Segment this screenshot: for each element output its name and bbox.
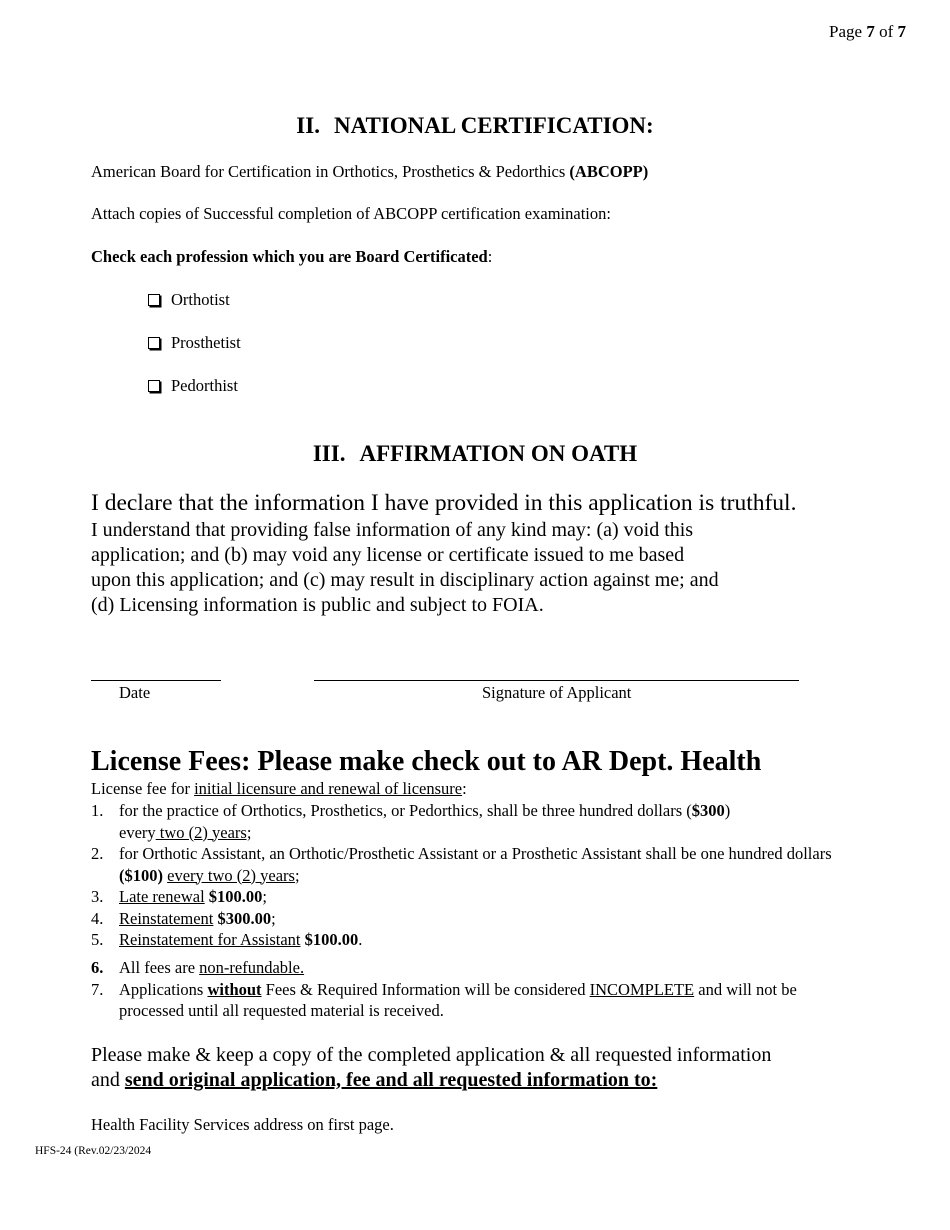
fee-item-6: 6. All fees are non-refundable. — [91, 958, 305, 977]
profession-orthotist[interactable] — [148, 290, 230, 310]
fee-item-7: 7. Applications without Fees & Required Information will be considered INCOMPLETE and will not be processed until all requested material is received. — [91, 979, 797, 1020]
section-3-number: III. — [312, 441, 346, 466]
attach-line: Attach copies of Successful completion of ABCOPP certification examination: — [91, 204, 611, 223]
fee-item-5: 5. Reinstatement for Assistant $100.00. — [91, 930, 363, 949]
signature-label: Signature of Applicant — [482, 683, 632, 702]
fees-intro: License fee for initial licensure and renewal of licensure: — [91, 779, 467, 798]
date-label: Date — [119, 683, 151, 702]
board-line: American Board for Certification in Orthotics, Prosthetics & Pedorthics (ABCOPP) — [91, 162, 649, 181]
fee-item-4: 4. Reinstatement $300.00; — [91, 908, 276, 928]
profession-prosthetist[interactable] — [148, 333, 241, 353]
section-3-heading — [0, 441, 950, 467]
signature-line[interactable] — [314, 680, 799, 681]
check-instruction: Check each profession which you are Board Certificated: — [91, 247, 493, 266]
section-2-heading — [0, 113, 950, 139]
profession-pedorthist[interactable] — [148, 376, 238, 396]
prosthetist-checkbox[interactable] — [148, 337, 160, 349]
fee-item-3: 3. Late renewal $100.00; — [91, 887, 267, 906]
section-3-title: AFFIRMATION ON OATH — [359, 441, 638, 466]
oath-body: I understand that providing false information of any kind may: (a) void this application; and (b) may void any license or certificate issued to me based upon this application; and (c) may result in disciplinary action against me; and (d) Licensing information is public and subject to FOIA. — [91, 519, 719, 616]
form-footer: HFS-24 (Rev.02/23/2024 — [35, 1145, 152, 1157]
date-line[interactable] — [91, 680, 221, 681]
fees-title: License Fees: Please make check out to AR Dept. Health — [91, 746, 762, 777]
fee-item-2: 2. for Orthotic Assistant, an Orthotic/Prosthetic Assistant or a Prosthetic Assistant shall be one hundred dollars ($100) every two (2) years; — [91, 844, 832, 885]
pedorthist-label: Pedorthist — [171, 376, 238, 395]
section-2-number: II. — [296, 113, 320, 138]
pedorthist-checkbox[interactable] — [148, 380, 160, 392]
orthotist-checkbox[interactable] — [148, 294, 160, 306]
closing-instructions: Please make & keep a copy of the completed application & all requested information and send original application, fee and all requested information to: — [91, 1044, 772, 1091]
address-note: Health Facility Services address on first page. — [91, 1115, 394, 1134]
oath-lead-statement: I declare that the information I have provided in this application is truthful. — [91, 490, 797, 516]
section-2-title: NATIONAL CERTIFICATION: — [333, 113, 654, 138]
prosthetist-label: Prosthetist — [171, 333, 241, 352]
fee-list-continued — [91, 957, 851, 1022]
page-number: Page 7 of 7 — [829, 22, 906, 41]
fee-item-1: 1. for the practice of Orthotics, Prosthetics, or Pedorthics, shall be three hundred dollars ($300) every two (2) years; — [91, 801, 731, 842]
fee-list — [91, 800, 851, 951]
orthotist-label: Orthotist — [171, 290, 230, 309]
